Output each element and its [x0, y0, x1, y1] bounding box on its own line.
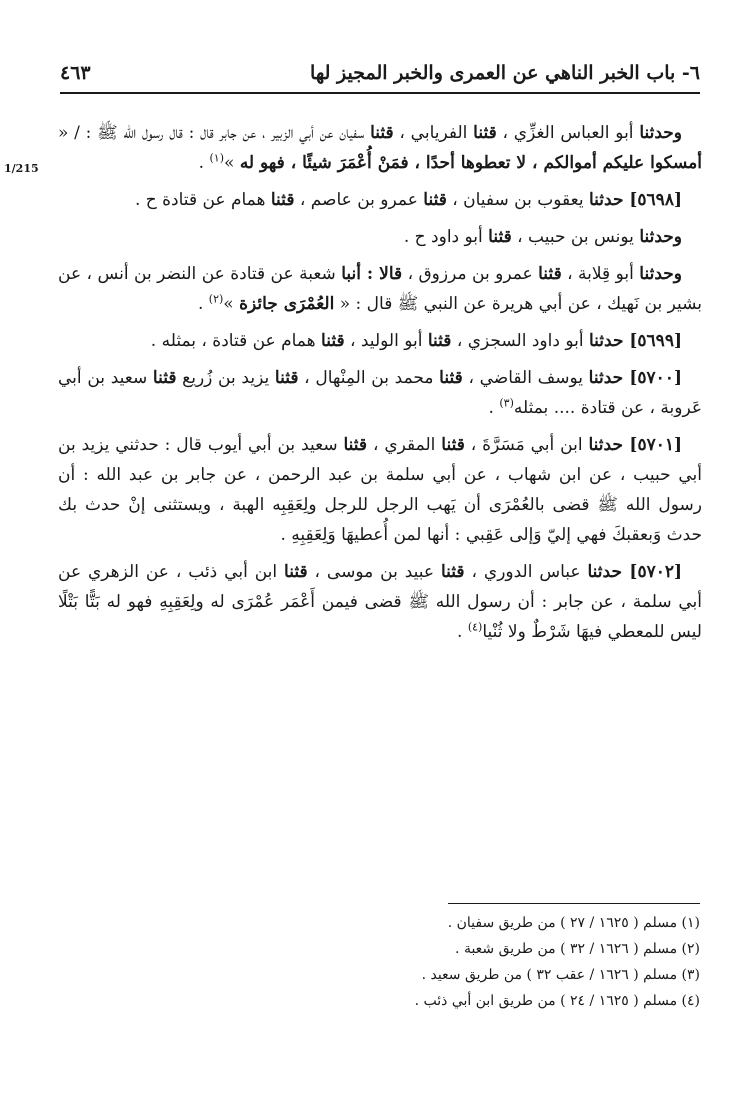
footnote-item: (١) مسلم ( ١٦٢٥ / ٢٧ ) من طريق سفيان . — [447, 915, 700, 931]
text-segment: قثنا — [441, 435, 465, 455]
footnote-item: (٣) مسلم ( ١٦٢٦ / عقب ٣٢ ) من طريق سعيد . — [421, 967, 700, 983]
text-segment: همام عن قتادة ، بمثله . — [150, 331, 322, 351]
hadith-paragraph — [58, 222, 702, 252]
text-segment: [٥٧٠٢] حدثنا — [587, 562, 683, 582]
text-segment: ابن أبي ذئب ، عن الزهري عن أبي سلمة ، عن جابر : أن رسول الله ﷺ قضى فيمن أَعْمَر عُمْرَى له ولِعَقِبِهِ فهو له بَتًّا بَتْلًا ليس للمعطي فيهَا شَرْطٌ ولا ثُنْيا — [58, 562, 702, 642]
text-segment: . — [198, 153, 210, 173]
text-segment: شعبة عن قتادة عن النضر بن أنس ، عن بشير بن نَهيك ، عن أبي هريرة عن النبي ﷺ قال : « — [58, 264, 702, 314]
text-segment: أبو الوليد ، — [344, 331, 428, 351]
hadith-paragraph — [58, 259, 702, 319]
text-segment: يونس بن حبيب ، — [511, 227, 640, 247]
footnote-marker: (٢) — [208, 292, 224, 306]
hadith-paragraph — [58, 430, 702, 550]
text-segment: عمرو بن مرزوق ، — [402, 264, 539, 284]
hadith-paragraph — [58, 185, 702, 215]
text-segment: [٥٧٠٠] حدثنا — [588, 368, 682, 388]
footnote-item: (٢) مسلم ( ١٦٢٦ / ٣٢ ) من طريق شعبة . — [455, 941, 700, 957]
text-segment: قثنا — [370, 123, 394, 143]
margin-folio-note: 1/215 — [4, 162, 39, 175]
text-segment: قثنا — [440, 562, 465, 582]
text-segment: قثنا — [423, 190, 447, 210]
hadith-paragraph — [58, 118, 702, 178]
page-header — [60, 56, 700, 92]
text-segment: يوسف القاضي ، — [462, 368, 589, 388]
page-number: ٤٦٣ — [60, 62, 91, 84]
footnote-marker: (٤) — [467, 620, 483, 634]
text-segment: أبو العباس الغزِّي ، — [496, 123, 640, 143]
text-segment: [٥٧٠١] حدثنا — [588, 435, 683, 455]
text-segment: » — [223, 294, 240, 314]
text-segment: يعقوب بن سفيان ، — [446, 190, 589, 210]
text-segment: [٥٦٩٩] حدثنا — [588, 331, 682, 351]
text-segment: [٥٦٩٨] حدثنا — [588, 190, 682, 210]
text-segment: همام عن قتادة ح . — [134, 190, 271, 210]
footnote-marker: (١) — [209, 151, 224, 165]
text-segment: قثنا — [321, 331, 345, 351]
text-segment: قثنا — [270, 190, 295, 210]
text-segment: وحدثنا — [639, 264, 682, 284]
text-segment: عمرو بن عاصم ، — [294, 190, 424, 210]
text-segment: سعيد بن أبي أيوب قال : حدثني يزيد بن أبي حبيب ، عن ابن شهاب ، عن أبي سلمة بن عبد الرحمن ، عن جابر بن عبد الله : أن رسول الله ﷺ قضى بالعُمْرَى أن يَهب الرجل للرجل ولِعَقِبِه الهبة ، ويستثنى إنْ حدث بك حدث وَبعقبكَ فهي إليّ وَإلى عَقِبي : أنها لمن أُعطيهَا وَلِعَقِبِهِ . — [58, 435, 702, 545]
footnotes — [60, 910, 700, 1014]
text-segment: قثنا — [473, 123, 497, 143]
text-segment: ابن أبي مَسَرَّةَ ، — [464, 435, 589, 455]
header-divider — [60, 92, 700, 94]
text-segment: أبو داود السجزي ، — [451, 331, 589, 351]
text-segment: وحدثنا — [639, 123, 682, 143]
text-segment: . — [197, 294, 209, 314]
text-segment: الفريابي ، — [393, 123, 474, 143]
text-segment: . — [488, 398, 500, 418]
text-segment: سعيد بن أبي عَروبة ، عن قتادة .... بمثله — [58, 368, 702, 418]
text-segment: قثنا — [274, 368, 299, 388]
text-segment: أمسكوا عليكم أموالكم ، لا تعطوها أحدًا ، فمَنْ أُعْمَرَ شيئًا ، فهو له — [239, 153, 702, 173]
text-segment: المقري ، — [367, 435, 442, 455]
text-segment: قثنا — [439, 368, 463, 388]
footnote-item: (٤) مسلم ( ١٦٢٥ / ٢٤ ) من طريق ابن أبي ذئب . — [414, 993, 700, 1009]
footnote-marker: (٣) — [499, 396, 514, 410]
text-segment: أبو داود ح . — [403, 227, 489, 247]
text-segment: أبو قِلابة ، — [561, 264, 640, 284]
footnote-divider — [448, 903, 700, 904]
text-segment: سفيان عن أبي الزبير ، عن جابر قال : قال رسول الله ﷺ : / « — [58, 123, 371, 143]
text-segment: قثنا — [152, 368, 177, 388]
hadith-paragraph — [58, 326, 702, 356]
text-segment: يزيد بن زُريع — [176, 368, 275, 388]
text-segment: قثنا — [427, 331, 452, 351]
text-segment: » — [224, 153, 240, 173]
text-segment: قثنا — [488, 227, 512, 247]
text-segment: محمد بن المِنْهال ، — [298, 368, 440, 388]
text-segment: قثنا — [284, 562, 308, 582]
text-segment: قالا : أنبا — [341, 264, 403, 284]
hadith-paragraph — [58, 363, 702, 423]
main-text — [58, 118, 702, 654]
text-segment: وحدثنا — [639, 227, 682, 247]
hadith-paragraph — [58, 557, 702, 647]
text-segment: عبيد بن موسى ، — [307, 562, 441, 582]
text-segment: قثنا — [538, 264, 562, 284]
text-segment: العُمْرَى جائزة — [239, 294, 335, 314]
text-segment: . — [457, 622, 468, 642]
chapter-title: ٦- باب الخبر الناهي عن العمرى والخبر المجيز لها — [310, 62, 700, 84]
text-segment: قثنا — [343, 435, 368, 455]
text-segment: عباس الدوري ، — [464, 562, 588, 582]
